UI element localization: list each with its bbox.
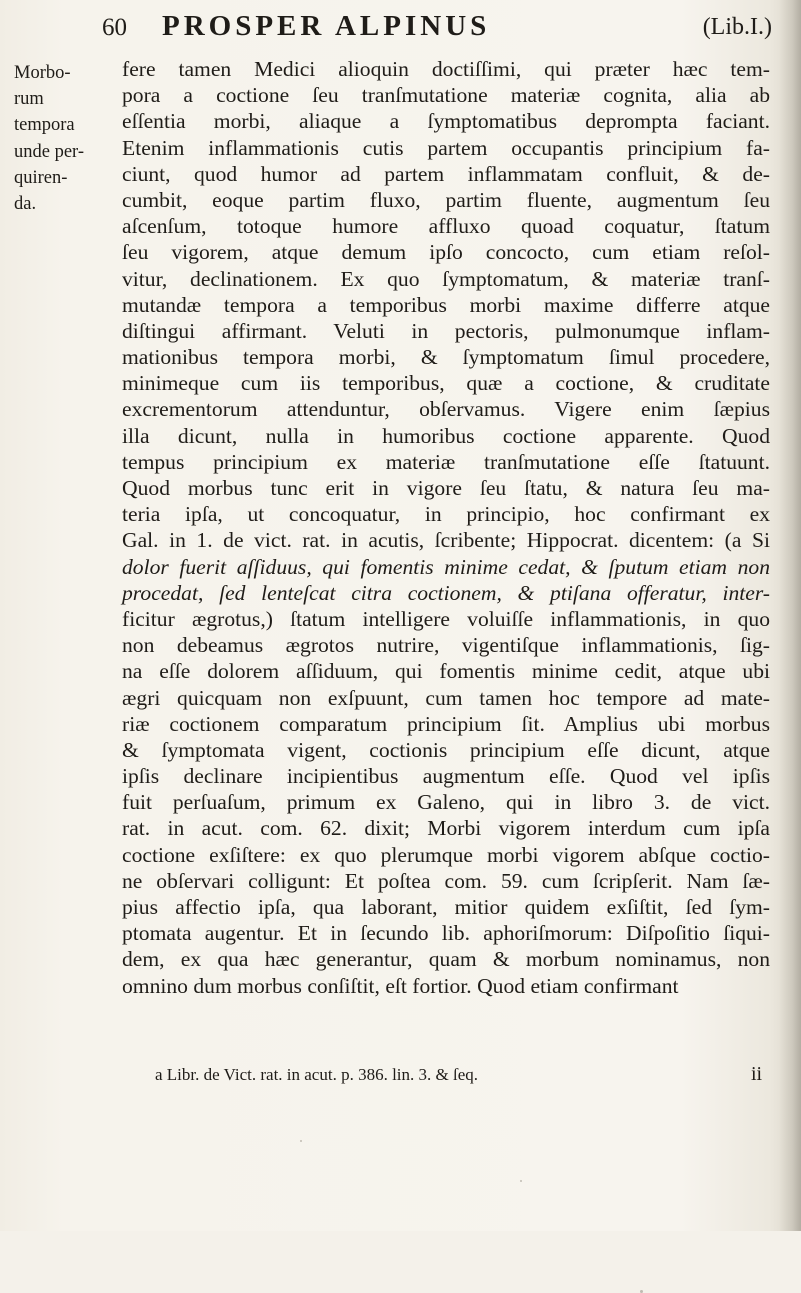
text-line: tempus principium ex materiæ tranſmutatione eſſe ſtatuunt. (122, 449, 770, 474)
text-line: pora a coctione ſeu tranſmutatione materiæ cognita, alia ab (122, 83, 770, 108)
text-line: omnino dum morbus conſiſtit, eſt fortior. Quod etiam confirmant (122, 973, 679, 998)
text-line: minimeque cum iis temporibus, quæ a coctione, & cruditate (122, 371, 770, 396)
book-reference: (Lib.I.) (702, 14, 772, 40)
text-line: dem, ex qua hæc generantur, quam & morbum nominamus, non (122, 947, 770, 972)
text-line: procedat, ſed lenteſcat citra coctionem, & ptiſana offeratur, inter- (122, 580, 770, 605)
text-line: ficitur ægrotus,) ſtatum intelligere voluiſſe inflammationis, in quo (122, 606, 770, 631)
text-line: aſcenſum, totoque humore affluxo quoad coquatur, ſtatum (122, 214, 770, 239)
text-line: ciunt, quod humor ad partem inflammatam confluit, & de- (122, 161, 770, 186)
margin-note-line: tempora (14, 115, 75, 136)
margin-note-line: unde per- (14, 141, 84, 162)
page-edge-shadow (779, 0, 801, 1231)
catchword: ii (751, 1063, 763, 1085)
text-line: Gal. in 1. de vict. rat. in acutis, ſcribente; Hippocrat. dicentem: (a Si (122, 528, 770, 553)
text-line: na eſſe dolorem aſſiduum, qui fomentis minime cedit, atque ubi (122, 659, 770, 684)
text-line: mutandæ tempora a temporibus morbi maxime differre atque (122, 292, 770, 317)
text-line: Etenim inflammationis cutis partem occupantis principium fa- (122, 135, 770, 160)
text-line: fuit perſuaſum, primum ex Galeno, qui in libro 3. de vict. (122, 790, 770, 815)
body-text (122, 56, 770, 999)
margin-note-line: Morbo- (14, 63, 71, 83)
text-line: dolor fuerit aſſiduus, qui fomentis minime cedat, & ſputum etiam non (122, 554, 770, 579)
running-head (102, 8, 782, 48)
text-line: & ſymptomata vigent, coctionis principium eſſe dicunt, atque (122, 737, 770, 762)
text-line: ſeu vigorem, atque demum ipſo concocto, cum etiam reſol- (122, 240, 770, 265)
text-line: ne obſervari colligunt: Et poſtea com. 59. cum ſcripſerit. Nam ſæ- (122, 868, 770, 893)
text-line: eſſentia morbi, aliaque a ſymptomatibus deprompta faciant. (122, 109, 770, 134)
text-line: riæ coctionem comparatum principium ſit. Amplius ubi morbus (122, 711, 770, 736)
text-line: ptomata augentur. Et in ſecundo lib. aphoriſmorum: Diſpoſitio ſiqui- (122, 921, 770, 946)
text-line: ægri quicquam non exſpuunt, cum tamen hoc tempore ad mate- (122, 685, 770, 710)
margin-note-line: quiren- (14, 167, 68, 188)
text-line: coctione exſiſtere: ex quo plerumque morbi vigorem abſque coctio- (122, 842, 770, 867)
text-line: mationibus tempora morbi, & ſymptomatum ſimul procedere, (122, 345, 770, 370)
text-line: illa dicunt, nulla in humoribus coctione apparente. Quod (122, 423, 770, 448)
text-line: fere tamen Medici alioquin doctiſſimi, qui præter hæc tem- (122, 57, 770, 81)
paper-speck (300, 1140, 302, 1142)
text-line: excrementorum attenduntur, obſervamus. Vigere enim ſæpius (122, 397, 770, 422)
margin-note-line: da. (14, 194, 37, 215)
paper-speck (520, 1180, 522, 1182)
margin-note (14, 60, 98, 217)
text-line: diſtingui affirmant. Veluti in pectoris, pulmonumque inflam- (122, 318, 770, 343)
page-number: 60 (102, 14, 127, 41)
text-line: ipſis declinare incipientibus augmentum eſſe. Quod vel ipſis (122, 764, 770, 789)
text-line: cumbit, eoque partim fluxo, partim fluente, augmentum ſeu (122, 187, 770, 212)
running-title: PROSPER ALPINUS (162, 10, 491, 42)
margin-note-line: rum (14, 89, 44, 110)
text-line: Quod morbus tunc erit in vigore ſeu ſtatu, & natura ſeu ma- (122, 476, 770, 500)
text-line: vitur, declinationem. Ex quo ſymptomatum, & materiæ tranſ- (122, 266, 770, 291)
text-line: teria ipſa, ut concoquatur, in principio, hoc confirmant ex (122, 502, 770, 527)
footnote: a Libr. de Vict. rat. in acut. p. 386. lin. 3. & ſeq. (155, 1065, 479, 1084)
text-line: pius affectio ipſa, qua laborant, mitior quidem exſiſtit, ſed ſym- (122, 895, 770, 919)
text-line: non debeamus ægrotos nutrire, vigentiſque inflammationis, ſig- (122, 633, 770, 658)
text-line: rat. in acut. com. 62. dixit; Morbi vigorem interdum cum ipſa (122, 816, 770, 841)
